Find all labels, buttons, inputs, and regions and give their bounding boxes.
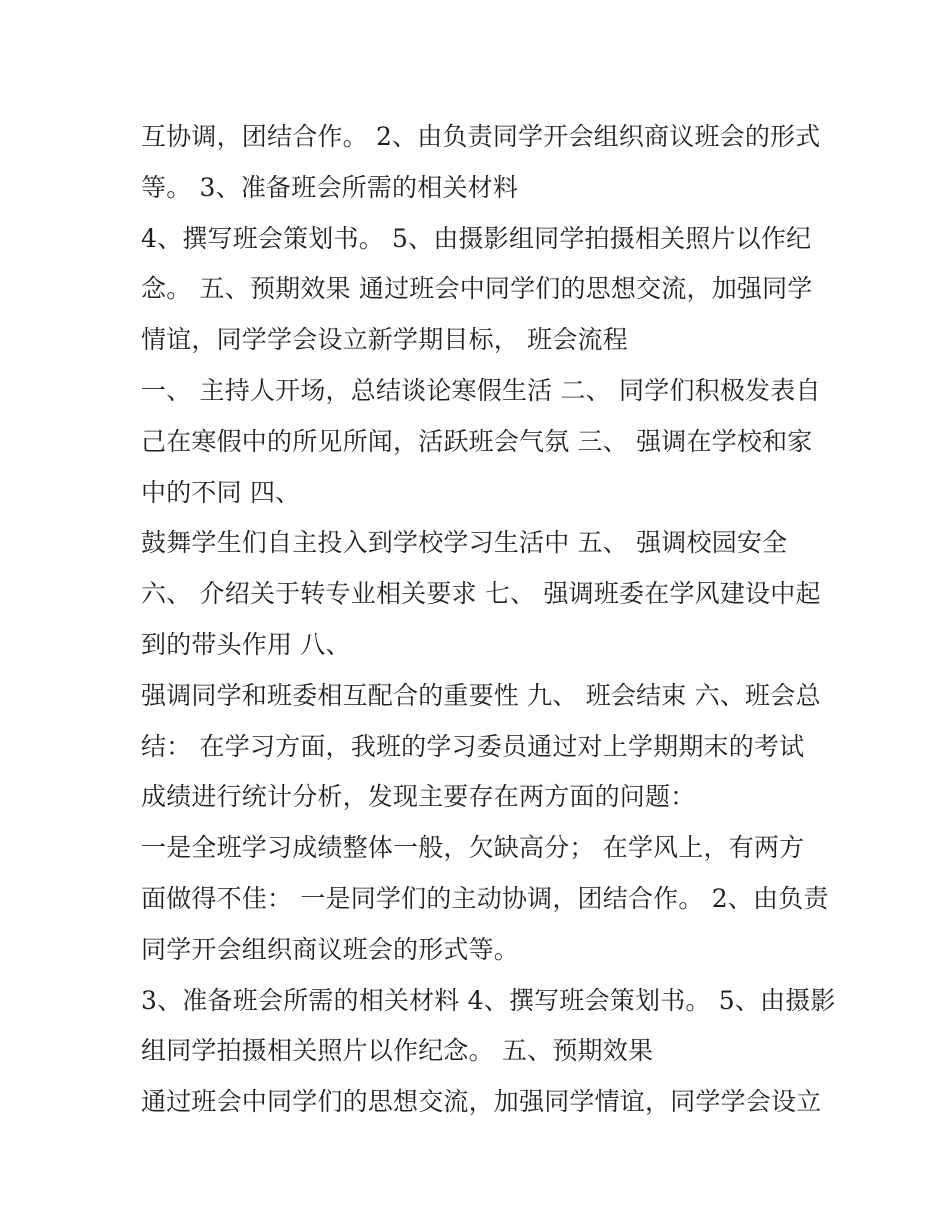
text-line-13: 结： 在学习方面，我班的学习委员通过对上学期期末的考试	[141, 731, 805, 761]
text-line-6: 一、 主持人开场，总结谈论寒假生活 二、 同学们积极发表自	[141, 375, 821, 405]
text-line-1: 互协调，团结合作。 2、由负责同学开会组织商议班会的形式	[141, 122, 821, 151]
text-line-20: 通过班会中同学们的思想交流，加强同学情谊，同学学会设立	[141, 1087, 822, 1117]
text-line-3: 4、撰写班会策划书。 5、由摄影组同学拍摄相关照片以作纪	[141, 223, 812, 253]
text-line-10: 六、 介绍关于转专业相关要求 七、 强调班委在学风建设中起	[141, 579, 821, 609]
text-line-7: 己在寒假中的所见所闻，活跃班会气氛 三、 强调在学校和家	[141, 426, 813, 456]
text-line-2: 等。 3、准备班会所需的相关材料	[141, 172, 519, 202]
text-line-15: 一是全班学习成绩整体一般，欠缺高分； 在学风上，有两方	[141, 833, 805, 863]
text-line-12: 强调同学和班委相互配合的重要性 九、 班会结束 六、班会总	[141, 680, 821, 710]
text-line-16: 面做得不佳： 一是同学们的主动协调，团结合作。 2、由负责	[141, 883, 829, 913]
text-line-18: 3、准备班会所需的相关材料 4、撰写班会策划书。 5、由摄影	[141, 985, 836, 1015]
document-body	[141, 112, 841, 1128]
text-line-4: 念。 五、预期效果 通过班会中同学们的思想交流，加强同学	[141, 274, 813, 304]
text-line-8: 中的不同 四、	[141, 477, 301, 507]
text-line-14: 成绩进行统计分析，发现主要存在两方面的问题：	[141, 782, 696, 812]
text-line-17: 同学开会组织商议班会的形式等。	[141, 934, 520, 964]
text-line-9: 鼓舞学生们自主投入到学校学习生活中 五、 强调校园安全	[141, 528, 788, 558]
text-line-5: 情谊，同学学会设立新学期目标， 班会流程	[141, 325, 628, 355]
text-line-19: 组同学拍摄相关照片以作纪念。 五、预期效果	[141, 1036, 654, 1066]
text-line-11: 到的带头作用 八、	[141, 629, 351, 659]
